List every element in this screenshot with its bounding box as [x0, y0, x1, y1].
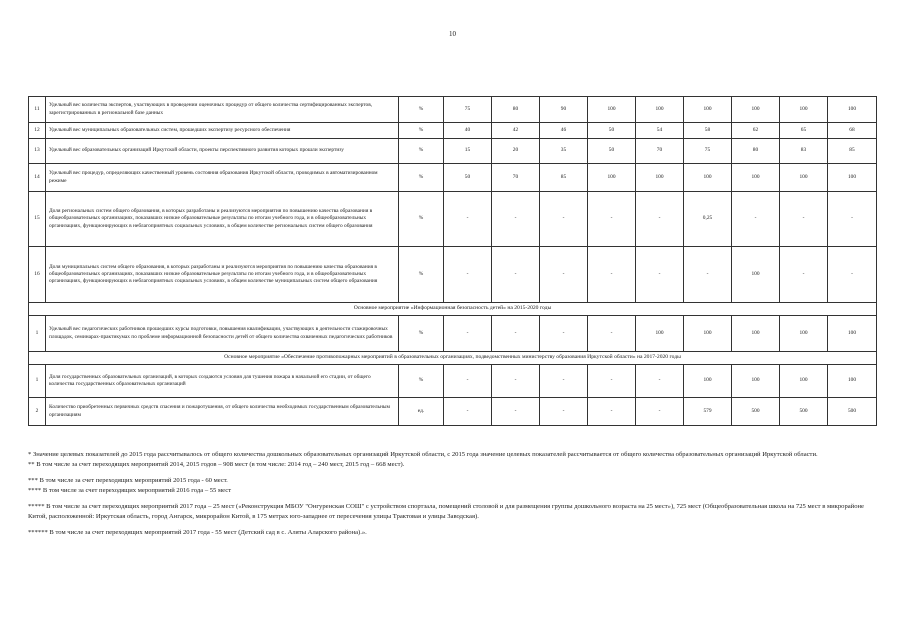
- value-cell: -: [540, 247, 588, 303]
- value-cell: -: [444, 316, 492, 352]
- value-cell: 100: [780, 97, 828, 123]
- unit-cell: %: [399, 97, 444, 123]
- value-cell: -: [588, 316, 636, 352]
- indicator-name: Количество приобретенных первичных средств спасения и пожаротушения, от общего количества необходимых государственным образовательным организациям: [46, 398, 399, 426]
- indicator-name: Доля муниципальных систем общего образования, в которых разработаны и реализуются мероприятия по повышению качества образования в общеобразовательных организациях, показавших низкие образовательные результаты по итогам учебного года, и в общеобразовательных организациях, функционирующих в неблагоприятных социальных условиях, в общем количестве муниципальных систем общего образования: [46, 247, 399, 303]
- value-cell: -: [780, 192, 828, 247]
- value-cell: 100: [828, 316, 877, 352]
- row-number: 11: [29, 97, 46, 123]
- value-cell: -: [540, 192, 588, 247]
- unit-cell: %: [399, 192, 444, 247]
- value-cell: 70: [492, 164, 540, 192]
- value-cell: 100: [828, 164, 877, 192]
- value-cell: 90: [540, 97, 588, 123]
- unit-cell: %: [399, 139, 444, 164]
- footnote: ****** В том числе за счет переходящих мероприятий 2017 года - 55 мест (Детский сад в с. Аляты Аларского района).».: [28, 529, 367, 537]
- row-number: 1: [29, 365, 46, 398]
- unit-cell: %: [399, 164, 444, 192]
- row-number: 14: [29, 164, 46, 192]
- value-cell: -: [588, 247, 636, 303]
- section-heading-row: [29, 352, 877, 365]
- value-cell: 100: [780, 316, 828, 352]
- value-cell: 500: [780, 398, 828, 426]
- row-number: 12: [29, 123, 46, 139]
- value-cell: 50: [588, 139, 636, 164]
- unit-cell: %: [399, 123, 444, 139]
- value-cell: 50: [444, 164, 492, 192]
- value-cell: -: [828, 192, 877, 247]
- value-cell: -: [444, 398, 492, 426]
- indicator-name: Доля государственных образовательных организаций, в которых создаются условия для тушения пожара в начальной его стадии, от общего количества государственных образовательных организаций: [46, 365, 399, 398]
- footnote: **** В том числе за счет переходящих мероприятий 2016 года – 55 мест: [28, 486, 232, 494]
- row-number: 1: [29, 316, 46, 352]
- table-row: [29, 164, 877, 192]
- table-row: [29, 139, 877, 164]
- value-cell: 100: [732, 316, 780, 352]
- value-cell: 100: [780, 365, 828, 398]
- footnote: *** В том числе за счет переходящих мероприятий 2015 года - 60 мест.: [28, 477, 228, 485]
- indicator-name: Удельный вес образовательных организаций Иркутской области, проекты перспективного развития которых прошли экспертизу: [46, 139, 399, 164]
- value-cell: -: [780, 247, 828, 303]
- footnote: ***** В том числе за счет переходящих мероприятий 2017 года – 25 мест («Реконструкция МБОУ "Онгуренская СОШ" с устройством спортзала, помещений столовой и для размещения группы дошкольного возраста на 25 мест»), 725 мест (Общеобразовательная школа на 725 мест в микрорайоне Китой, расположенной: Иркутская область, город Ангарск, микрорайон Китой, в 175 метрах юго-западнее от пересечения улицы Трактовая и улицы Заводская).: [28, 503, 864, 520]
- value-cell: -: [492, 247, 540, 303]
- value-cell: 500: [732, 398, 780, 426]
- value-cell: 70: [636, 139, 684, 164]
- indicator-name: Удельный вес муниципальных образовательных систем, прошедших экспертизу ресурсного обеспечения: [46, 123, 399, 139]
- value-cell: 54: [636, 123, 684, 139]
- value-cell: -: [540, 316, 588, 352]
- value-cell: 100: [732, 247, 780, 303]
- table-row: [29, 365, 877, 398]
- value-cell: 579: [684, 398, 732, 426]
- value-cell: 100: [636, 97, 684, 123]
- row-number: 15: [29, 192, 46, 247]
- value-cell: -: [492, 365, 540, 398]
- footnote: ** В том числе за счет переходящих мероприятий 2014, 2015 годов – 908 мест (в том числе: 2014 год – 240 мест, 2015 год – 668 мест).: [28, 460, 405, 468]
- value-cell: 85: [540, 164, 588, 192]
- value-cell: 35: [540, 139, 588, 164]
- value-cell: -: [588, 192, 636, 247]
- value-cell: 0,25: [684, 192, 732, 247]
- value-cell: -: [540, 365, 588, 398]
- value-cell: -: [588, 365, 636, 398]
- unit-cell: %: [399, 247, 444, 303]
- value-cell: 68: [828, 123, 877, 139]
- section-heading: Основное мероприятие «Информационная безопасность детей» на 2015-2020 годы: [29, 303, 877, 316]
- value-cell: 500: [828, 398, 877, 426]
- value-cell: 85: [828, 139, 877, 164]
- row-number: 16: [29, 247, 46, 303]
- table-row: [29, 398, 877, 426]
- table-row: [29, 123, 877, 139]
- indicator-name: Доля региональных систем общего образования, в которых разработаны и реализуются мероприятия по повышению качества образования в общеобразовательных организациях, показавших низкие образовательные результаты по итогам учебного года, и в общеобразовательных организациях, функционирующих в неблагоприятных социальных условиях, в общем количестве региональных систем общего образования: [46, 192, 399, 247]
- value-cell: 100: [588, 97, 636, 123]
- unit-cell: ед.: [399, 398, 444, 426]
- footnotes: [28, 450, 877, 538]
- value-cell: 100: [828, 365, 877, 398]
- value-cell: 100: [732, 164, 780, 192]
- footnote: * Значение целевых показателей до 2015 года рассчитывалось от общего количества дошкольных образовательных организаций Иркутской области, с 2015 года значение целевых показателей рассчитывается от общего количества образовательных организаций Иркутской области.: [28, 451, 818, 458]
- value-cell: -: [492, 398, 540, 426]
- value-cell: 62: [732, 123, 780, 139]
- value-cell: 80: [492, 97, 540, 123]
- unit-cell: %: [399, 316, 444, 352]
- value-cell: 100: [732, 97, 780, 123]
- value-cell: 100: [636, 316, 684, 352]
- section-heading-row: [29, 303, 877, 316]
- value-cell: -: [732, 192, 780, 247]
- value-cell: -: [492, 316, 540, 352]
- value-cell: 15: [444, 139, 492, 164]
- value-cell: -: [444, 192, 492, 247]
- value-cell: 100: [636, 164, 684, 192]
- page-number: 10: [449, 30, 456, 38]
- indicators-table: [28, 96, 877, 426]
- value-cell: 100: [828, 97, 877, 123]
- value-cell: 75: [684, 139, 732, 164]
- value-cell: -: [636, 192, 684, 247]
- value-cell: 58: [684, 123, 732, 139]
- value-cell: 80: [732, 139, 780, 164]
- indicator-name: Удельный вес процедур, определяющих качественный уровень состояния образования Иркутской области, проводимых в автоматизированном режиме: [46, 164, 399, 192]
- value-cell: -: [636, 247, 684, 303]
- indicator-name: Удельный вес количества экспертов, участвующих в проведении оценочных процедур от общего количества сертифицированных экспертов, зарегистрированных в региональной базе данных: [46, 97, 399, 123]
- value-cell: 42: [492, 123, 540, 139]
- value-cell: 83: [780, 139, 828, 164]
- value-cell: 100: [588, 164, 636, 192]
- value-cell: 40: [444, 123, 492, 139]
- table-row: [29, 247, 877, 303]
- value-cell: 100: [684, 97, 732, 123]
- table-row: [29, 97, 877, 123]
- value-cell: 46: [540, 123, 588, 139]
- table-row: [29, 192, 877, 247]
- table-row: [29, 316, 877, 352]
- value-cell: -: [540, 398, 588, 426]
- value-cell: 100: [684, 164, 732, 192]
- value-cell: -: [444, 247, 492, 303]
- value-cell: -: [636, 398, 684, 426]
- value-cell: 100: [780, 164, 828, 192]
- value-cell: 20: [492, 139, 540, 164]
- section-heading: Основное мероприятие «Обеспечение противопожарных мероприятий в образовательных организациях, подведомственных министерству образования Иркутской области» на 2017-2020 годы: [29, 352, 877, 365]
- value-cell: 100: [684, 316, 732, 352]
- value-cell: -: [444, 365, 492, 398]
- value-cell: -: [492, 192, 540, 247]
- indicator-name: Удельный вес педагогических работников прошедших курсы подготовки, повышения квалификации, участвующих в деятельности стажировочных площадок, семинарах-практикумах по проблеме информационной безопасности детей от общего количества охваченных педагогических работников: [46, 316, 399, 352]
- row-number: 2: [29, 398, 46, 426]
- value-cell: 100: [732, 365, 780, 398]
- value-cell: -: [684, 247, 732, 303]
- value-cell: 50: [588, 123, 636, 139]
- value-cell: 65: [780, 123, 828, 139]
- value-cell: 75: [444, 97, 492, 123]
- value-cell: -: [636, 365, 684, 398]
- row-number: 13: [29, 139, 46, 164]
- unit-cell: %: [399, 365, 444, 398]
- value-cell: 100: [684, 365, 732, 398]
- value-cell: -: [588, 398, 636, 426]
- value-cell: -: [828, 247, 877, 303]
